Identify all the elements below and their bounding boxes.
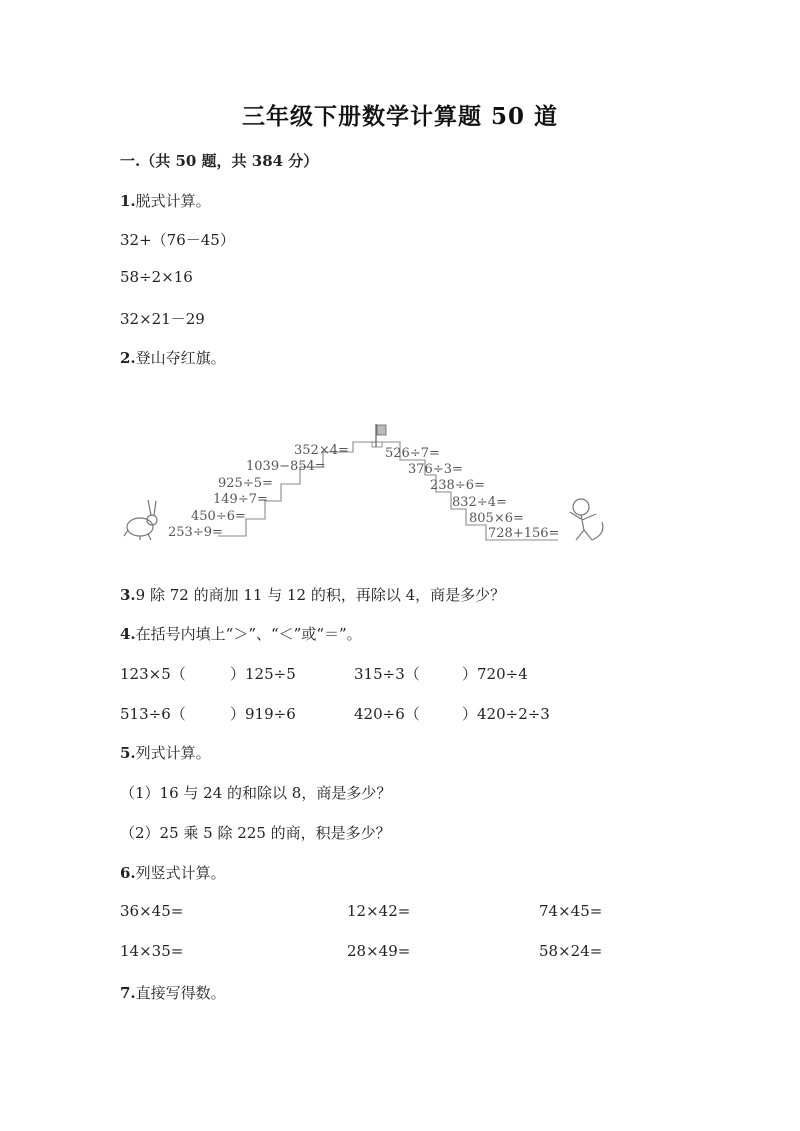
compare-item: 513÷6（ — [120, 705, 186, 723]
question-prompt: 9 除 72 的商加 11 与 12 的积，再除以 4，商是多少？ — [135, 586, 506, 604]
question-prompt: 列竖式计算。 — [135, 864, 226, 882]
page-title: 三年级下册数学计算题 50 道 — [241, 103, 559, 130]
question-number: 3. — [120, 586, 136, 604]
monkey-icon — [570, 499, 603, 540]
question-3 — [120, 584, 505, 605]
q1-item-1: 32+（76－45） — [120, 231, 235, 249]
right-step-5: 805×6= — [469, 511, 524, 526]
left-step-1: 253÷9= — [168, 525, 223, 540]
rabbit-icon — [124, 500, 157, 540]
question-2 — [120, 347, 226, 368]
question-7 — [120, 982, 226, 1003]
question-prompt: 登山夺红旗。 — [135, 349, 226, 367]
vertical-calc-item: 28×49= — [347, 942, 411, 960]
compare-item-right: ）720÷4 — [462, 665, 528, 683]
right-step-1: 526÷7= — [385, 446, 440, 461]
left-step-4: 925÷5= — [218, 476, 273, 491]
compare-item-right: ）919÷6 — [230, 705, 296, 723]
right-step-3: 238÷6= — [430, 478, 485, 493]
left-step-3: 149÷7= — [213, 492, 268, 507]
vertical-calc-item: 36×45= — [120, 902, 184, 920]
left-step-2: 450÷6= — [191, 509, 246, 524]
question-prompt: 脱式计算。 — [135, 192, 211, 210]
question-prompt: 在括号内填上“＞”、“＜”或“＝”。 — [135, 625, 362, 643]
compare-item — [120, 663, 186, 684]
q1-item-3: 32×21－29 — [120, 310, 205, 328]
compare-item-right: ）420÷2÷3 — [462, 705, 550, 723]
question-number: 4. — [120, 625, 136, 643]
question-6 — [120, 862, 226, 883]
right-step-2: 376÷3= — [408, 462, 463, 477]
question-prompt: 列式计算。 — [135, 744, 211, 762]
question-5 — [120, 742, 211, 763]
question-1 — [120, 190, 211, 211]
question-4 — [120, 623, 362, 644]
question-number: 6. — [120, 864, 136, 882]
left-step-6: 352×4= — [294, 443, 349, 458]
vertical-calc-item: 12×42= — [347, 902, 411, 920]
section-header: 一.（共 50 题，共 384 分） — [120, 152, 319, 170]
question-prompt: 直接写得数。 — [135, 984, 226, 1002]
question-number: 7. — [120, 984, 136, 1002]
vertical-calc-item: 74×45= — [539, 902, 603, 920]
vertical-calc-item: 14×35= — [120, 942, 184, 960]
q5-item-2: （2）25 乘 5 除 225 的商，积是多少？ — [120, 824, 391, 842]
q1-item-2: 58÷2×16 — [120, 268, 193, 286]
vertical-calc-item: 58×24= — [539, 942, 603, 960]
compare-item: 315÷3（ — [354, 665, 420, 683]
question-number: 2. — [120, 349, 136, 367]
flag-icon — [372, 424, 386, 447]
right-step-6: 728+156= — [488, 526, 560, 541]
compare-item: 420÷6（ — [354, 705, 420, 723]
compare-left: 123×5（ — [120, 665, 186, 683]
question-number: 5. — [120, 744, 136, 762]
compare-item-right: ）125÷5 — [230, 665, 296, 683]
q5-item-1: （1）16 与 24 的和除以 8，商是多少？ — [120, 784, 392, 802]
question-number: 1. — [120, 192, 136, 210]
right-step-4: 832÷4= — [452, 495, 507, 510]
mountain-climb-figure — [118, 412, 618, 552]
left-step-5: 1039−854= — [246, 459, 326, 474]
